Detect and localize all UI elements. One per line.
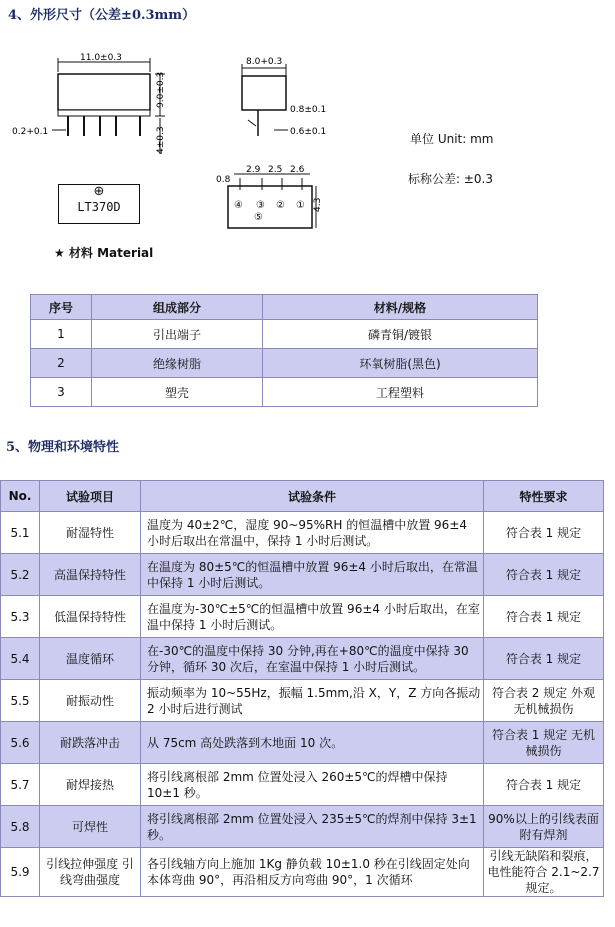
pin-width-dim: 0.2+0.1 <box>12 127 49 137</box>
row-no: 5.5 <box>1 680 40 722</box>
row-requirement: 符合表 1 规定 <box>484 638 604 680</box>
row-requirement: 符合表 1 规定 <box>484 596 604 638</box>
row-no: 5.1 <box>1 512 40 554</box>
header-cell: 试验条件 <box>141 481 484 512</box>
table-cell: 引出端子 <box>92 320 263 349</box>
logo-icon: ⊕ <box>93 184 105 199</box>
row-requirement: 90%以上的引线表面附有焊剂 <box>484 806 604 848</box>
material-label: ★ 材料 Material <box>54 246 154 260</box>
row-requirement: 符合表 1 规定 <box>484 512 604 554</box>
pitch-c: 2.6 <box>290 165 305 175</box>
table-cell: 2 <box>31 349 92 378</box>
row-requirement: 符合表 1 规定 <box>484 554 604 596</box>
section-4-title: 4、外形尺寸（公差±0.3mm） <box>8 8 196 23</box>
bottom-view-drawing <box>210 160 340 240</box>
row-no: 5.4 <box>1 638 40 680</box>
table-row <box>1 722 604 764</box>
material-table-header <box>31 295 538 320</box>
row-requirement: 符合表 1 规定 <box>484 764 604 806</box>
table-row <box>1 848 604 897</box>
env-table <box>0 480 604 897</box>
table-row <box>31 349 538 378</box>
header-cell: 材料/规格 <box>263 295 538 320</box>
row-requirement: 符合表 1 规定 无机械损伤 <box>484 722 604 764</box>
row-condition: 将引线离根部 2mm 位置处浸入 260±5℃的焊槽中保持 10±1 秒。 <box>141 764 484 806</box>
pin-label-3: ③ <box>256 200 265 211</box>
env-table-header <box>1 481 604 512</box>
row-item: 耐焊接热 <box>40 764 141 806</box>
row-condition: 从 75cm 高处跌落到木地面 10 次。 <box>141 722 484 764</box>
row-condition: 在温度为 80±5℃的恒温槽中放置 96±4 小时后取出，在常温中保持 1 小时后测试。 <box>141 554 484 596</box>
table-row <box>31 320 538 349</box>
row-item: 耐跌落冲击 <box>40 722 141 764</box>
front-width-dim: 11.0±0.3 <box>80 53 122 63</box>
row-item: 耐湿特性 <box>40 512 141 554</box>
header-cell: 试验项目 <box>40 481 141 512</box>
row-no: 5.2 <box>1 554 40 596</box>
row-condition: 各引线轴方向上施加 1Kg 静负载 10±1.0 秒在引线固定处向本体弯曲 90°，再沿相反方向弯曲 90°，1 次循环 <box>141 848 484 897</box>
chip-label: LT370D <box>77 200 121 214</box>
table-cell: 环氧树脂(黑色) <box>263 349 538 378</box>
row-item: 温度循环 <box>40 638 141 680</box>
section-5-title: 5、物理和环境特性 <box>6 440 120 455</box>
left-offset-dim: 0.8 <box>216 175 231 185</box>
front-view-drawing <box>0 50 200 160</box>
table-row <box>1 638 604 680</box>
side-width-dim: 8.0+0.3 <box>246 57 283 67</box>
row-item: 可焊性 <box>40 806 141 848</box>
table-cell: 1 <box>31 320 92 349</box>
header-cell: No. <box>1 481 40 512</box>
side-pin-dim: 0.6±0.1 <box>290 127 327 137</box>
row-condition: 将引线离根部 2mm 位置处浸入 235±5℃的焊剂中保持 3±1 秒。 <box>141 806 484 848</box>
pitch-b: 2.5 <box>268 165 283 175</box>
header-cell: 序号 <box>31 295 92 320</box>
row-condition: 在-30℃的温度中保持 30 分钟,再在+80℃的温度中保持 30 分钟，循环 30 次后，在室温中保持 1 小时后测试。 <box>141 638 484 680</box>
table-cell: 3 <box>31 378 92 407</box>
row-condition: 振动频率为 10~55Hz，振幅 1.5mm,沿 X，Y，Z 方向各振动 2 小时后进行测试 <box>141 680 484 722</box>
header-cell: 特性要求 <box>484 481 604 512</box>
row-no: 5.6 <box>1 722 40 764</box>
row-condition: 在温度为-30℃±5℃的恒温槽中放置 96±4 小时后取出，在室温中保持 1 小时后测试。 <box>141 596 484 638</box>
row-item: 低温保持特性 <box>40 596 141 638</box>
tolerance-note: 标称公差: ±0.3 <box>408 172 493 186</box>
chip-marking <box>58 184 140 224</box>
table-row <box>1 680 604 722</box>
table-row <box>1 806 604 848</box>
pin-label-1: ① <box>296 200 305 211</box>
material-table <box>30 294 538 407</box>
pin-label-4: ④ <box>234 200 243 211</box>
row-item: 耐振动性 <box>40 680 141 722</box>
row-requirement: 符合表 2 规定 外观无机械损伤 <box>484 680 604 722</box>
table-row <box>31 378 538 407</box>
table-row <box>1 554 604 596</box>
front-height-dim: 9.0±0.3 <box>156 71 166 108</box>
table-cell: 磷青铜/镀银 <box>263 320 538 349</box>
table-cell: 绝缘树脂 <box>92 349 263 378</box>
table-cell: 工程塑料 <box>263 378 538 407</box>
unit-note: 单位 Unit: mm <box>410 132 494 146</box>
row-condition: 温度为 40±2℃，湿度 90~95%RH 的恒温槽中放置 96±4 小时后取出在常温中，保持 1 小时后测试。 <box>141 512 484 554</box>
row-no: 5.3 <box>1 596 40 638</box>
row-item: 高温保持特性 <box>40 554 141 596</box>
bottom-height-dim: 4.3 <box>313 197 323 212</box>
table-row <box>1 512 604 554</box>
pin-label-5: ⑤ <box>254 212 263 223</box>
row-no: 5.7 <box>1 764 40 806</box>
pitch-a: 2.9 <box>246 165 261 175</box>
header-cell: 组成部分 <box>92 295 263 320</box>
row-no: 5.8 <box>1 806 40 848</box>
side-view-drawing <box>230 50 360 140</box>
pin-length-dim: 4±0.3 <box>156 126 166 154</box>
table-cell: 塑壳 <box>92 378 263 407</box>
side-thickness-dim: 0.8±0.1 <box>290 105 327 115</box>
row-no: 5.9 <box>1 848 40 897</box>
table-row <box>1 596 604 638</box>
row-requirement: 引线无缺陷和裂痕，电性能符合 2.1~2.7 规定。 <box>484 848 604 897</box>
table-row <box>1 764 604 806</box>
row-item: 引线拉伸强度 引线弯曲强度 <box>40 848 141 897</box>
pin-label-2: ② <box>276 200 285 211</box>
